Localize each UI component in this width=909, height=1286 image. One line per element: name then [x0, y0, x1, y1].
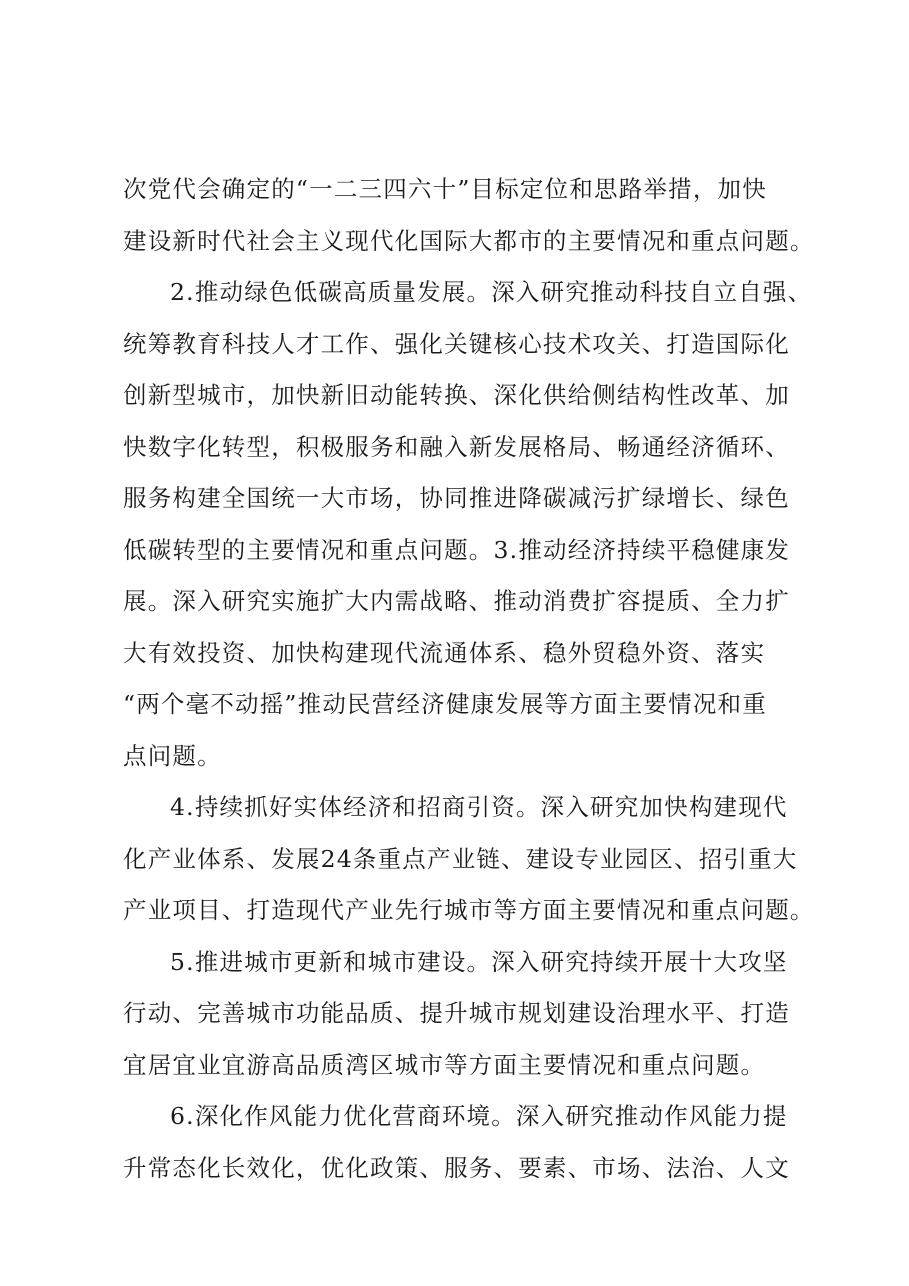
text-line: 统筹教育科技人才工作、强化关键核心技术攻关、打造国际化 [123, 330, 790, 358]
text-line: 快数字化转型，积极服务和融入新发展格局、畅通经济循环、 [123, 433, 790, 461]
text-line: 展。深入研究实施扩大内需战略、推动消费扩容提质、全力扩 [123, 587, 790, 615]
text-line: 创新型城市，加快新旧动能转换、深化供给侧结构性改革、加 [123, 381, 790, 409]
text-line: 5.推进城市更新和城市建设。深入研究持续开展十大攻坚 [170, 948, 788, 976]
text-line: 建设新时代社会主义现代化国际大都市的主要情况和重点问题。 [123, 227, 815, 255]
text-line: 次党代会确定的“一二三四六十”目标定位和思路举措，加快 [123, 175, 767, 203]
text-line: 6.深化作风能力优化营商环境。深入研究推动作风能力提 [170, 1102, 788, 1130]
text-line: 大有效投资、加快构建现代流通体系、稳外贸稳外资、落实 [123, 639, 766, 667]
text-line: 宜居宜业宜游高品质湾区城市等方面主要情况和重点问题。 [123, 1051, 766, 1079]
text-line: 2.推动绿色低碳高质量发展。深入研究推动科技自立自强、 [170, 278, 813, 306]
text-line: 点问题。 [123, 742, 222, 770]
text-line: “两个毫不动摇”推动民营经济健康发展等方面主要情况和重 [123, 690, 767, 718]
text-line: 低碳转型的主要情况和重点问题。3.推动经济持续平稳健康发 [123, 536, 791, 564]
text-line: 产业项目、打造现代产业先行城市等方面主要情况和重点问题。 [123, 896, 815, 924]
text-line: 行动、完善城市功能品质、提升城市规划建设治理水平、打造 [123, 999, 790, 1027]
text-line: 服务构建全国统一大市场，协同推进降碳减污扩绿增长、绿色 [123, 484, 790, 512]
text-line: 化产业体系、发展24条重点产业链、建设专业园区、招引重大 [123, 845, 798, 873]
text-line: 升常态化长效化，优化政策、服务、要素、市场、法治、人文 [123, 1154, 790, 1182]
text-line: 4.持续抓好实体经济和招商引资。深入研究加快构建现代 [170, 793, 788, 821]
